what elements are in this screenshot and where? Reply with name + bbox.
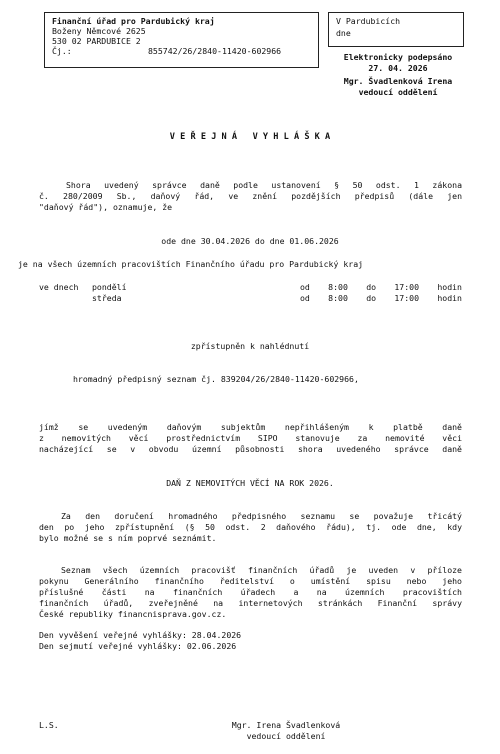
tax-heading: DAŇ Z NEMOVITÝCH VĚCÍ NA ROK 2026. (166, 478, 334, 488)
esign-role: vedoucí oddělení (358, 87, 438, 97)
intro-line-2: č. 280/2009 Sb., daňový řád, ve znění pozdějších předpisů (dále jen (39, 191, 462, 201)
place-line: V Pardubicích (336, 16, 401, 26)
delivery-line-2: den po jeho zpřístupnění (§ 50 odst. 2 daňového řádu), tj. ode dne, kdy (39, 522, 462, 532)
seal-placeholder: L.S. (39, 720, 59, 730)
esign-label: Elektronicky podepsáno (343, 52, 453, 62)
date-line: dne (336, 28, 351, 38)
signature-role: vedoucí oddělení (246, 731, 326, 741)
hours-day-monday: pondělí (92, 282, 127, 292)
whereby-line-2: z nemovitých věcí prostřednictvím SIPO stanovuje za nemovité věci (39, 433, 462, 443)
list-note-line-2: pokynu Generálního finančního ředitelství o umístění spisu nebo jeho (39, 576, 462, 586)
hours-end: 17:00 (394, 282, 420, 292)
posted-date: Den vyvěšení veřejné vyhlášky: 28.04.2026 (39, 630, 242, 640)
hours-end: 17:00 (394, 293, 420, 303)
hours-unit: hodin (437, 282, 462, 292)
reference-number: 855742/26/2840-11420-602966 (148, 46, 282, 56)
intro-line-1: Shora uvedený správce daně podle ustanovení § 50 odst. 1 zákona (66, 180, 462, 190)
hours-from: od (300, 282, 310, 292)
document-title: V E Ř E J N Á V Y H L Á Š K A (169, 132, 331, 142)
hours-start: 8:00 (328, 293, 348, 303)
delivery-line-1: Za den doručení hromadného předpisného seznamu se považuje třicátý (61, 511, 462, 521)
availability-line: zpřístupněn k nahlédnutí (190, 341, 310, 351)
hours-day-prefix: ve dnech (39, 282, 79, 292)
hours-start: 8:00 (328, 282, 348, 292)
intro-line-3: "daňový řád"), oznamuje, že (39, 202, 173, 212)
esign-date: 27. 04. 2026 (368, 63, 428, 73)
hours-unit: hodin (437, 293, 462, 303)
whereby-line-3: nacházející se v obvodu územní působnosti shora uvedeného správce daně (39, 444, 462, 454)
list-note-line-1: Seznam všech územních pracovišť finančních úřadů je uveden v příloze (61, 565, 462, 575)
list-note-line-5: České republiky financnisprava.gov.cz. (39, 609, 227, 619)
hours-day-wednesday: středa (92, 293, 122, 303)
hours-from: od (300, 293, 310, 303)
list-note-line-4: finančních úřadů, zveřejněné na internetových stránkách Finanční správy (39, 598, 462, 608)
period-line: ode dne 30.04.2026 do dne 01.06.2026 (161, 236, 339, 246)
removed-date: Den sejmutí veřejné vyhlášky: 02.06.2026 (39, 641, 237, 651)
sender-street: Boženy Němcové 2625 (52, 26, 146, 36)
list-reference: hromadný předpisný seznam čj. 839204/26/2840-11420-602966, (73, 374, 359, 384)
whereby-line-1: jímž se uvedeným daňovým subjektům nepřihlášeným k platbě daně (39, 422, 462, 432)
list-note-line-3: příslušné části na finančních úřadech a na územních pracovištích (39, 587, 462, 597)
signature-name: Mgr. Irena Švadlenková (231, 720, 341, 730)
hours-row-wednesday (300, 294, 462, 302)
reference-label: Čj.: (52, 46, 72, 56)
sender-office: Finanční úřad pro Pardubický kraj (52, 16, 215, 26)
hours-row-monday (300, 283, 462, 291)
sender-city: 530 02 PARDUBICE 2 (52, 36, 141, 46)
hours-to: do (366, 293, 377, 303)
delivery-line-3: bylo možné se s ním poprvé seznámit. (39, 533, 217, 543)
hours-to: do (366, 282, 377, 292)
esign-name: Mgr. Švadlenková Irena (343, 76, 453, 86)
location-line: je na všech územních pracovištích Finančního úřadu pro Pardubický kraj (18, 259, 364, 269)
